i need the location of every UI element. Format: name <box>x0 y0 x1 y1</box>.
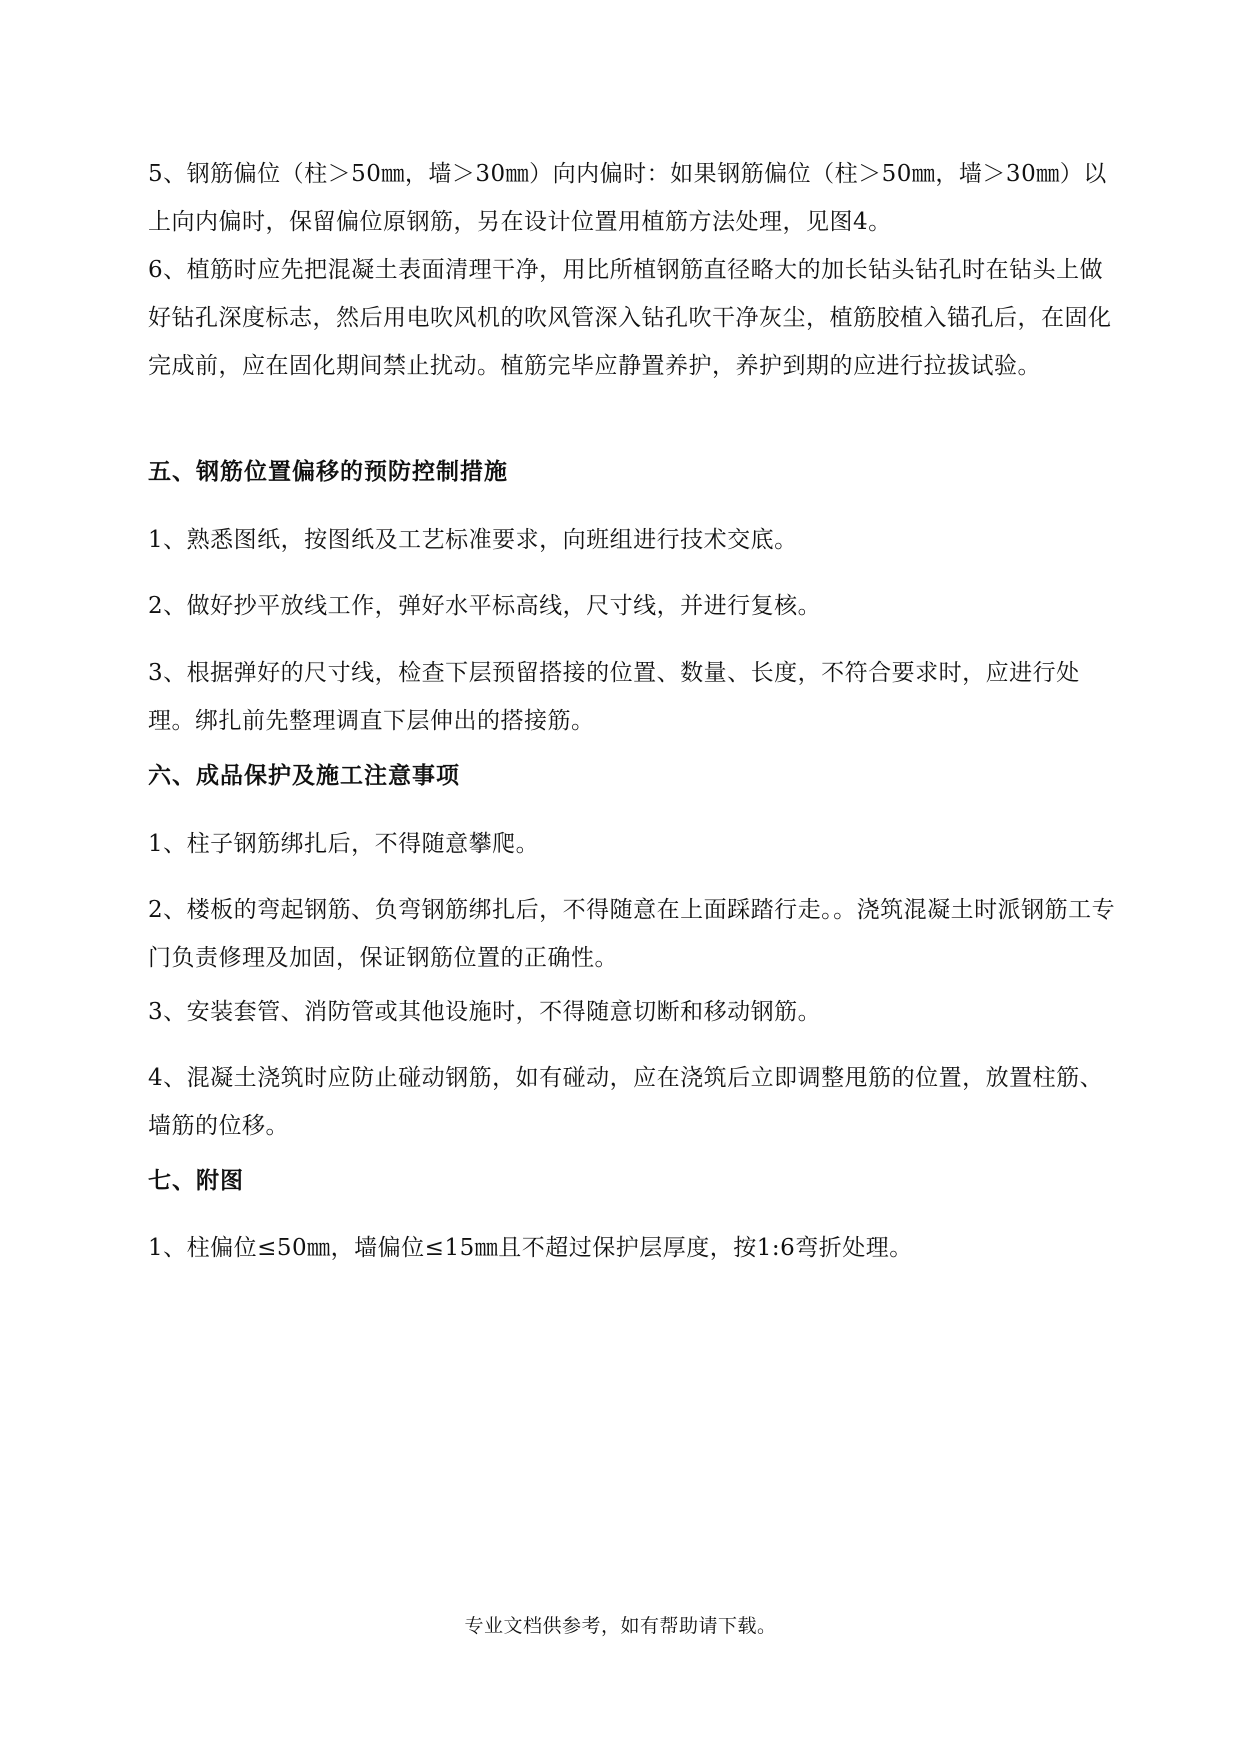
section-5-item-3: 3、根据弹好的尺寸线，检查下层预留搭接的位置、数量、长度，不符合要求时，应进行处理。绑扎前先整理调直下层伸出的搭接筋。 <box>148 660 1080 734</box>
section-6-item-4: 4、混凝土浇筑时应防止碰动钢筋，如有碰动，应在浇筑后立即调整甩筋的位置，放置柱筋、墙筋的位移。 <box>148 1065 1104 1139</box>
section-6-heading: 六、成品保护及施工注意事项 <box>148 762 460 789</box>
section-5-heading: 五、钢筋位置偏移的预防控制措施 <box>148 458 508 485</box>
section-7-heading: 七、附图 <box>148 1167 244 1194</box>
section-6-item-3: 3、安装套管、消防管或其他设施时，不得随意切断和移动钢筋。 <box>148 999 822 1025</box>
paragraph-6: 6、植筋时应先把混凝土表面清理干净，用比所植钢筋直径略大的加长钻头钻孔时在钻头上做好钻孔深度标志，然后用电吹风机的吹风管深入钻孔吹干净灰尘，植筋胶植入锚孔后，在固化完成前，应在固化期间禁止扰动。植筋完毕应静置养护，养护到期的应进行拉拔试验。 <box>148 257 1112 379</box>
section-5-item-2: 2、做好抄平放线工作，弹好水平标高线，尺寸线，并进行复核。 <box>148 593 822 619</box>
section-6-item-2: 2、楼板的弯起钢筋、负弯钢筋绑扎后，不得随意在上面踩踏行走。。浇筑混凝土时派钢筋工专门负责修理及加固，保证钢筋位置的正确性。 <box>148 897 1116 971</box>
section-7-item-1: 1、柱偏位≤50㎜，墙偏位≤15㎜且不超过保护层厚度，按1:6弯折处理。 <box>148 1235 913 1261</box>
section-5-item-1: 1、熟悉图纸，按图纸及工艺标准要求，向班组进行技术交底。 <box>148 527 798 553</box>
section-6-item-1: 1、柱子钢筋绑扎后，不得随意攀爬。 <box>148 831 540 857</box>
paragraph-5: 5、钢筋偏位（柱＞50㎜，墙＞30㎜）向内偏时：如果钢筋偏位（柱＞50㎜，墙＞30㎜）以上向内偏时，保留偏位原钢筋，另在设计位置用植筋方法处理，见图4。 <box>148 161 1107 235</box>
page-footer: 专业文档供参考，如有帮助请下载。 <box>464 1615 777 1637</box>
